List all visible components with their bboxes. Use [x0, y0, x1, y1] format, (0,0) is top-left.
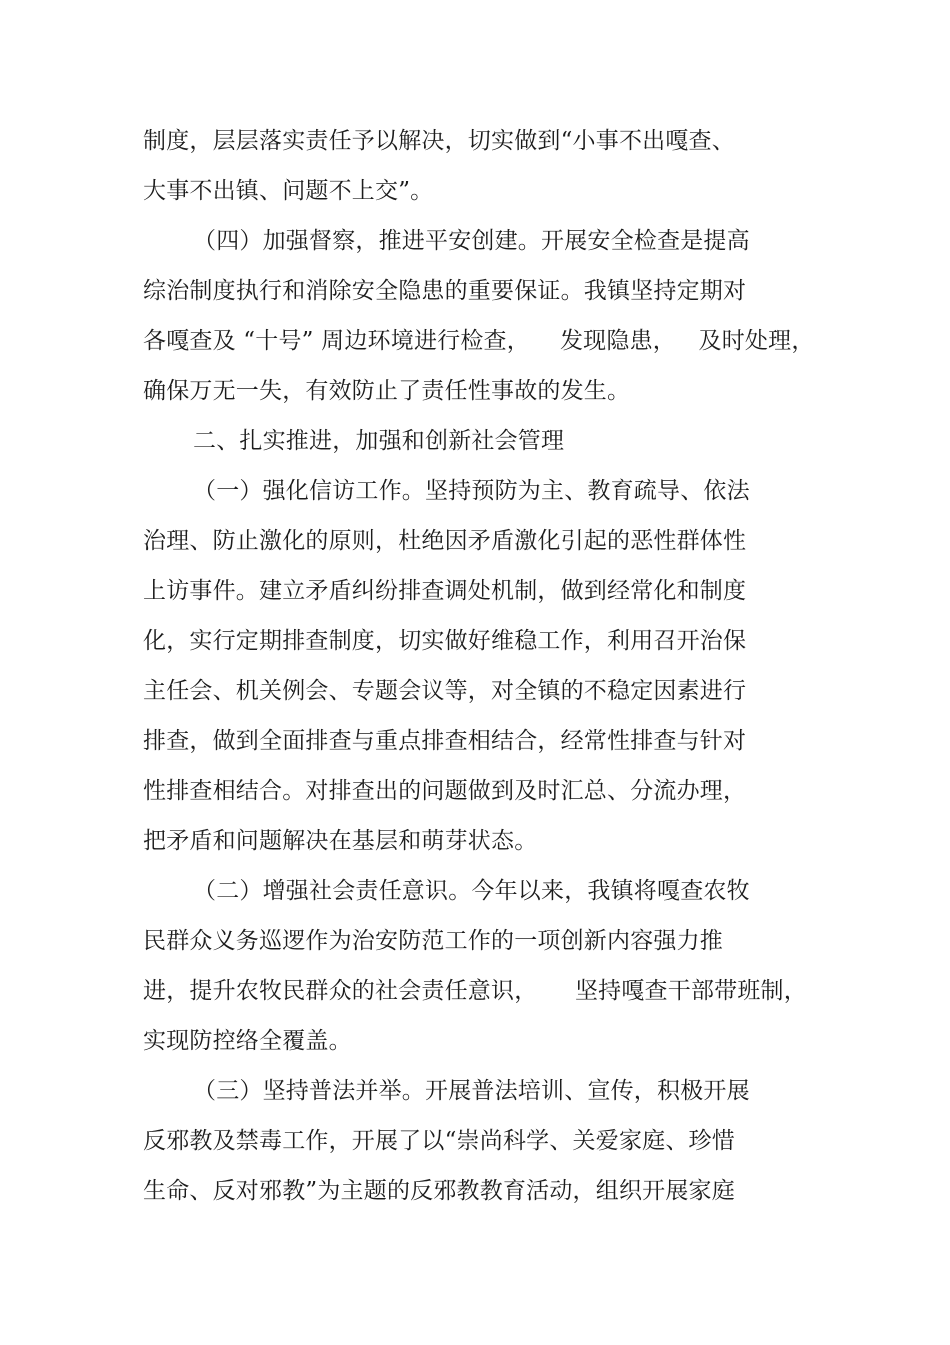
text-line: 反邪教及禁毒工作，开展了以“崇尚科学、关爱家庭、珍惜: [143, 1128, 735, 1154]
text-line: 上访事件。建立矛盾纠纷排查调处机制，做到经常化和制度: [143, 578, 747, 604]
text-line: 性排查相结合。对排查出的问题做到及时汇总、分流办理，: [143, 778, 747, 804]
text-line: 治理、防止激化的原则，杜绝因矛盾激化引起的恶性群体性: [143, 528, 747, 554]
text-line: 进，提升农牧民群众的社会责任意识， 坚持嘎查干部带班制，: [143, 978, 807, 1004]
section-heading: 二、扎实推进，加强和创新社会管理: [193, 428, 565, 454]
text-line: 民群众义务巡逻作为治安防范工作的一项创新内容强力推: [143, 928, 723, 954]
text-line: 化，实行定期排查制度，切实做好维稳工作，利用召开治保: [143, 628, 747, 654]
text-line: 主任会、机关例会、专题会议等，对全镇的不稳定因素进行: [143, 678, 747, 704]
paragraph-start-line: （一）强化信访工作。坚持预防为主、教育疏导、依法: [193, 478, 750, 504]
text-line: 排查，做到全面排查与重点排查相结合，经常性排查与针对: [143, 728, 747, 754]
text-line: 制度，层层落实责任予以解决，切实做到“小事不出嘎查、: [143, 128, 735, 154]
text-line: 各嘎查及 “十号” 周边环境进行检查， 发现隐患， 及时处理，: [143, 328, 815, 354]
paragraph-start-line: （四）加强督察，推进平安创建。开展安全检查是提高: [193, 228, 750, 254]
paragraph-start-line: （二）增强社会责任意识。今年以来，我镇将嘎查农牧: [193, 878, 750, 904]
paragraph-start-line: （三）坚持普法并举。开展普法培训、宣传，积极开展: [193, 1078, 750, 1104]
text-line: 实现防控络全覆盖。: [143, 1028, 352, 1054]
text-line: 把矛盾和问题解决在基层和萌芽状态。: [143, 828, 538, 854]
text-line: 生命、反对邪教”为主题的反邪教教育活动，组织开展家庭: [143, 1178, 735, 1204]
text-line: 大事不出镇、问题不上交”。: [143, 178, 434, 204]
text-line: 综治制度执行和消除安全隐患的重要保证。我镇坚持定期对: [143, 278, 747, 304]
text-line: 确保万无一失，有效防止了责任性事故的发生。: [143, 378, 631, 404]
